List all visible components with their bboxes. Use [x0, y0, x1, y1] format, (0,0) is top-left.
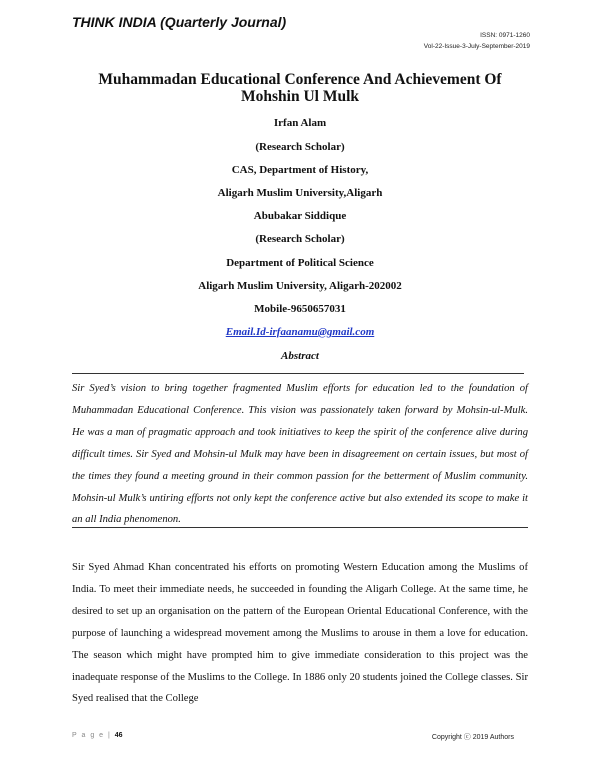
coauthor-role: (Research Scholar) [255, 233, 345, 245]
page-label: P a g e | [72, 732, 112, 739]
author-name: Irfan Alam [273, 117, 327, 129]
abstract-heading: Abstract [281, 350, 319, 362]
copyright: Copyright ⓒ 2019 Authors [431, 734, 514, 741]
author-department: CAS, Department of History, [231, 164, 369, 176]
coauthor-department: Department of Political Science [226, 257, 374, 269]
author-role: (Research Scholar) [255, 141, 345, 153]
issn-number: ISSN: 0971-1260 [480, 32, 530, 39]
volume-issue: Vol-22-Issue-3-July-September-2019 [423, 43, 530, 50]
page-footer [72, 732, 123, 739]
mobile-number: Mobile-9650657031 [254, 303, 346, 315]
journal-title: THINK INDIA (Quarterly Journal) [72, 14, 287, 30]
page-number: 46 [114, 732, 123, 739]
abstract-text: Sir Syed’s vision to bring together fragmented Muslim efforts for education led to the foundation of Muhammadan Educational Conference. This vision was passionately taken forward by Mohsin-ul-Mulk. He was a man of pragmatic approach and took initiatives to keep the spirit of the conference alive during difficult times. Sir Syed and Mohsin-ul Mulk may have been in disagreement on certain issues, but most of the times they found a meeting ground in their common passion for the betterment of Muslim community. Mohsin-ul Mulk’s untiring efforts not only kept the conference active but also extended its scope to make it an all India phenomenon. [72, 383, 528, 526]
author-university: Aligarh Muslim University,Aligarh [217, 187, 383, 199]
abstract-top-rule [72, 373, 524, 374]
body-paragraph: Sir Syed Ahmad Khan concentrated his efforts on promoting Western Education among the Muslims of India. To meet their immediate needs, he succeeded in founding the Aligarh College. At the same time, he desired to set up an organisation on the pattern of the European Oriental Educational Conference, with the purpose of launching a widespread movement among the Muslims to arouse in them a love for education. The season which might have prompted him to give immediate consideration to this project was the inadequate response of the Muslims to the College. In 1886 only 20 students joined the College classes. Sir Syed realised that the College [72, 562, 528, 705]
issn-block [424, 30, 530, 52]
email-line [72, 326, 528, 338]
coauthor-university: Aligarh Muslim University, Aligarh-202002 [198, 280, 402, 292]
coauthor-name: Abubakar Siddique [253, 210, 347, 222]
paper-title: Muhammadan Educational Conference And Achievement Of Mohshin Ul Mulk [98, 71, 502, 105]
abstract-bottom-rule [72, 527, 528, 528]
email-link[interactable]: Email.Id-irfaanamu@gmail.com [225, 326, 375, 338]
